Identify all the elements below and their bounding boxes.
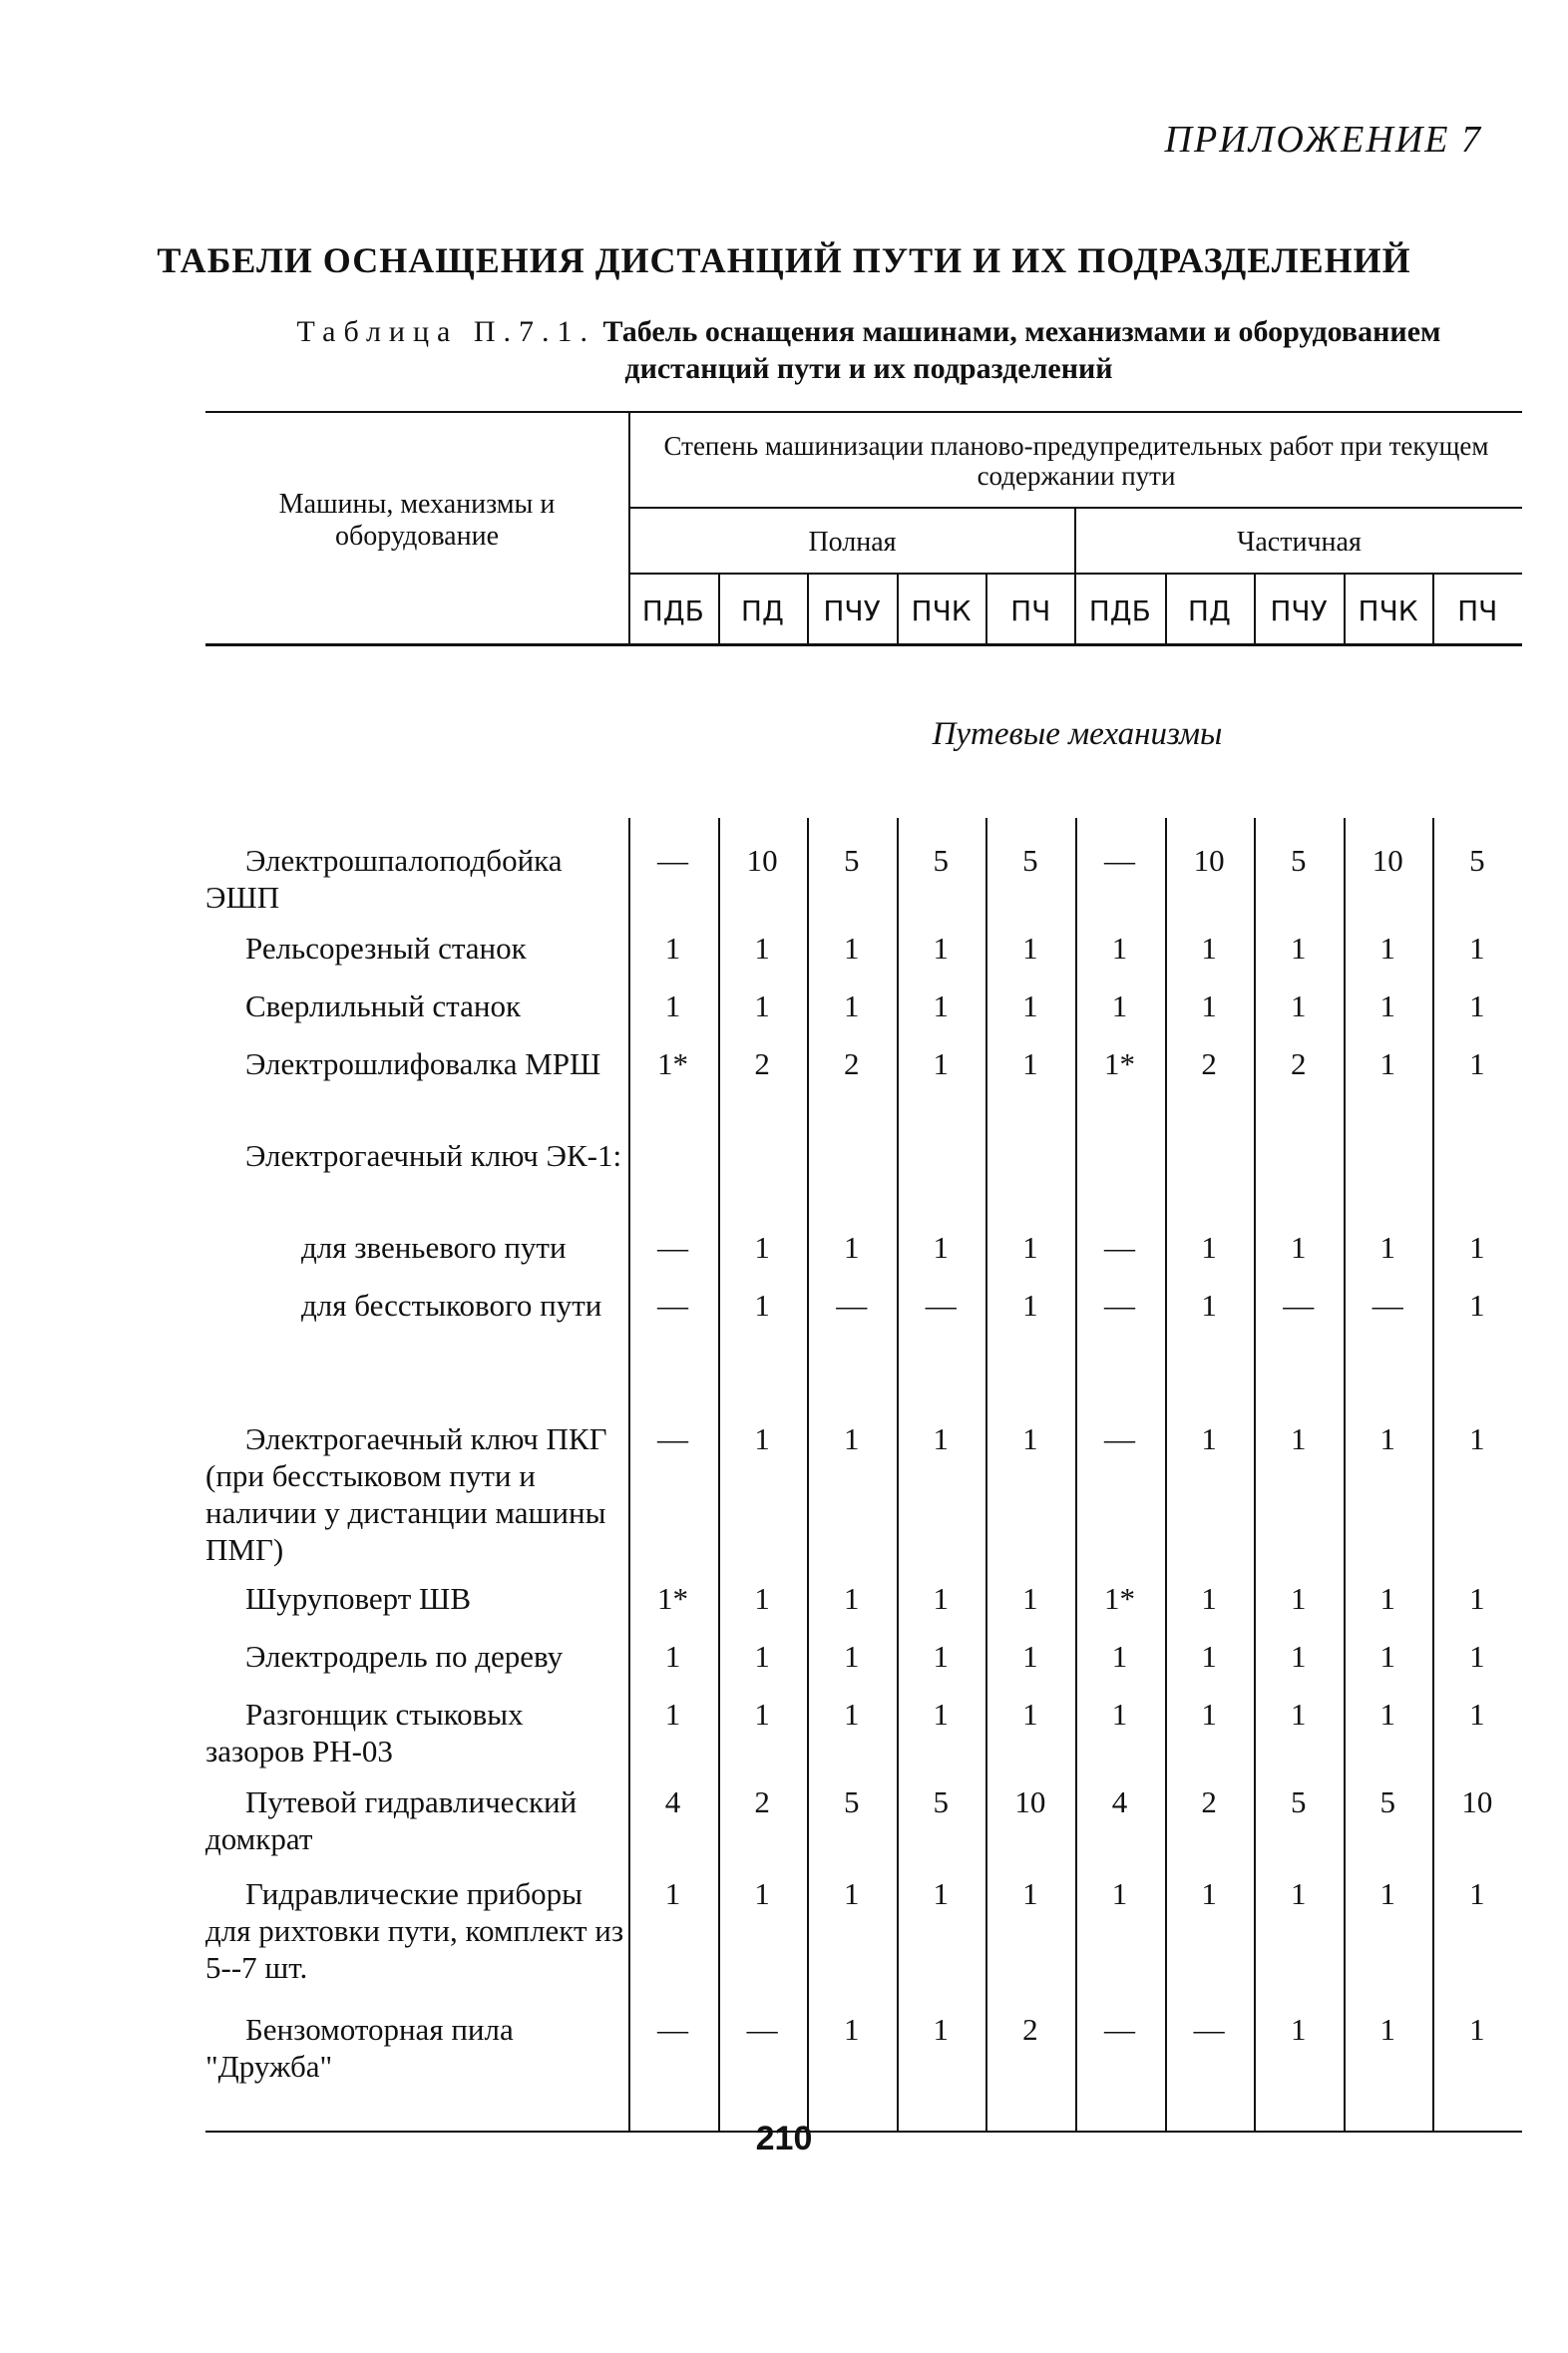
value-cell: 1 xyxy=(1469,2012,1485,2047)
group-partial: Частичная xyxy=(1237,527,1362,558)
value-cell: 1 xyxy=(1201,988,1217,1023)
degree-header: Степень машинизации планово-предупредительных работ при текущем содержании пути xyxy=(663,431,1489,491)
value-cell: 1 xyxy=(664,1697,681,1732)
row-name: Электрошлифовалка МРШ xyxy=(245,1046,601,1081)
value-cell: 1 xyxy=(1201,1876,1217,1911)
value-cell: 1 xyxy=(933,1421,950,1456)
value-cell: 1 xyxy=(1379,1046,1396,1081)
value-cell: 1 xyxy=(1469,1288,1485,1323)
subheader-cell: ПДБ xyxy=(1088,594,1151,627)
value-cell: 1 xyxy=(1469,931,1485,966)
value-cell: 1 xyxy=(1469,1639,1485,1674)
value-cell: 2 xyxy=(1201,1784,1217,1819)
value-cell: 1 xyxy=(1201,1697,1217,1732)
table-label: Таблица П.7.1. xyxy=(296,315,596,348)
value-cell: 1 xyxy=(843,988,860,1023)
value-cell: 1 xyxy=(664,988,681,1023)
value-cell: 2 xyxy=(1022,2012,1038,2047)
row-name: Гидравлические приборы для рихтовки пути, комплект из 5--7 шт. xyxy=(205,1876,624,1985)
row-name: Электрогаечный ключ ЭК-1: xyxy=(245,1138,622,1173)
value-cell: 1 xyxy=(1201,931,1217,966)
value-cell: 1 xyxy=(1201,1581,1217,1616)
value-cell: 1 xyxy=(933,2012,950,2047)
value-cell: 1 xyxy=(1469,1421,1485,1456)
value-cell: 1 xyxy=(843,1697,860,1732)
value-cell: 1 xyxy=(664,1639,681,1674)
value-cell: 1 xyxy=(843,1581,860,1616)
value-cell: 10 xyxy=(1014,1784,1046,1819)
value-cell: 1 xyxy=(664,1876,681,1911)
table-caption xyxy=(245,313,1492,387)
value-cell: 10 xyxy=(1461,1784,1493,1819)
value-cell: 1 xyxy=(843,1230,860,1265)
value-cell: 2 xyxy=(754,1784,770,1819)
table-header xyxy=(205,411,1522,646)
value-cell: 1 xyxy=(1022,1581,1038,1616)
row-name: Шуруповерт ШВ xyxy=(245,1581,472,1616)
value-cell: — xyxy=(925,1288,957,1323)
value-cell: — xyxy=(657,2012,688,2047)
value-cell: 1 xyxy=(1469,1876,1485,1911)
value-cell: 5 xyxy=(1290,1784,1307,1819)
value-cell: 1 xyxy=(754,1697,770,1732)
value-cell: 1 xyxy=(1290,931,1307,966)
subheader-cell: ПЧУ xyxy=(1270,594,1328,627)
value-cell: 1 xyxy=(1022,1046,1038,1081)
value-cell: — xyxy=(746,2012,778,2047)
value-cell: 1* xyxy=(657,1581,688,1616)
value-cell: — xyxy=(1104,1230,1135,1265)
table-title: Табель оснащения машинами, механизмами и оборудованием дистанций пути и их подразделений xyxy=(602,315,1441,385)
appendix-label: ПРИЛОЖЕНИЕ 7 xyxy=(1164,119,1482,161)
value-cell: 5 xyxy=(1290,843,1307,878)
value-cell: 1 xyxy=(843,1421,860,1456)
value-cell: 5 xyxy=(843,1784,860,1819)
value-cell: 5 xyxy=(1469,843,1485,878)
value-cell: 1 xyxy=(1469,1697,1485,1732)
value-cell: 2 xyxy=(843,1046,860,1081)
value-cell: — xyxy=(1104,843,1135,878)
value-cell: 1 xyxy=(1379,988,1396,1023)
value-cell: 1 xyxy=(1201,1421,1217,1456)
value-cell: 1 xyxy=(843,1876,860,1911)
value-cell: 1 xyxy=(754,988,770,1023)
value-cell: — xyxy=(657,843,688,878)
value-cell: 1 xyxy=(1379,1697,1396,1732)
value-cell: 1 xyxy=(933,931,950,966)
value-cell: 5 xyxy=(843,843,860,878)
value-cell: 1 xyxy=(754,1288,770,1323)
value-cell: 1 xyxy=(1379,1639,1396,1674)
value-cell: 1 xyxy=(933,1581,950,1616)
value-cell: 1 xyxy=(1290,1581,1307,1616)
value-cell: 5 xyxy=(1022,843,1038,878)
value-cell: 1 xyxy=(1022,931,1038,966)
value-cell: 1 xyxy=(1111,931,1128,966)
value-cell: 2 xyxy=(754,1046,770,1081)
value-cell: 1 xyxy=(754,1876,770,1911)
value-cell: — xyxy=(836,1288,868,1323)
value-cell: 10 xyxy=(1372,843,1403,878)
value-cell: 1 xyxy=(933,1876,950,1911)
value-cell: 1 xyxy=(1469,988,1485,1023)
row-name: для бесстыкового пути xyxy=(301,1288,602,1323)
subheader-cell: ПД xyxy=(1187,594,1231,627)
value-cell: — xyxy=(657,1230,688,1265)
value-cell: 5 xyxy=(933,843,950,878)
value-cell: — xyxy=(1104,1288,1135,1323)
value-cell: 1 xyxy=(1290,1697,1307,1732)
value-cell: 1 xyxy=(1379,2012,1396,2047)
value-cell: 1 xyxy=(1111,988,1128,1023)
value-cell: 1 xyxy=(843,2012,860,2047)
table-body xyxy=(205,818,1522,2133)
value-cell: 1 xyxy=(1022,1421,1038,1456)
value-cell: 1 xyxy=(1290,988,1307,1023)
value-cell: 1 xyxy=(1379,1581,1396,1616)
subheader-cell: ПЧК xyxy=(1358,594,1418,627)
row-name: Электродрель по дереву xyxy=(245,1639,564,1674)
value-cell: 2 xyxy=(1290,1046,1307,1081)
subheader-cell: ПЧ xyxy=(1010,594,1051,627)
value-cell: 1 xyxy=(1111,1639,1128,1674)
value-cell: 1 xyxy=(1022,988,1038,1023)
value-cell: 1 xyxy=(1379,931,1396,966)
row-name: для звеньевого пути xyxy=(301,1230,567,1265)
subheader-cell: ПЧК xyxy=(911,594,972,627)
row-name: Электрошпалоподбойка ЭШП xyxy=(205,843,563,915)
value-cell: — xyxy=(657,1421,688,1456)
value-cell: 1 xyxy=(843,1639,860,1674)
value-cell: 1 xyxy=(1022,1230,1038,1265)
value-cell: 1 xyxy=(1290,2012,1307,2047)
value-cell: 1 xyxy=(933,1697,950,1732)
value-cell: 1 xyxy=(1022,1876,1038,1911)
value-cell: 1 xyxy=(1022,1639,1038,1674)
value-cell: 1 xyxy=(1022,1697,1038,1732)
value-cell: 1 xyxy=(1379,1876,1396,1911)
main-title: ТАБЕЛИ ОСНАЩЕНИЯ ДИСТАНЦИЙ ПУТИ И ИХ ПОДРАЗДЕЛЕНИЙ xyxy=(157,240,1411,280)
value-cell: 1 xyxy=(1111,1697,1128,1732)
value-cell: 1 xyxy=(754,1230,770,1265)
value-cell: 1 xyxy=(754,1581,770,1616)
value-cell: 1* xyxy=(1104,1581,1135,1616)
value-cell: 1 xyxy=(1379,1421,1396,1456)
value-cell: 1 xyxy=(933,1046,950,1081)
value-cell: 1 xyxy=(933,1230,950,1265)
value-cell: 1* xyxy=(1104,1046,1135,1081)
value-cell: 5 xyxy=(933,1784,950,1819)
value-cell: — xyxy=(1372,1288,1403,1323)
row-name: Рельсорезный станок xyxy=(245,931,527,966)
value-cell: 4 xyxy=(664,1784,681,1819)
value-cell: 4 xyxy=(1111,1784,1128,1819)
first-column-header: Машины, механизмы и оборудование xyxy=(278,489,556,552)
value-cell: 1 xyxy=(933,988,950,1023)
value-cell: 1 xyxy=(843,931,860,966)
value-cell: 1 xyxy=(1022,1288,1038,1323)
value-cell: 5 xyxy=(1379,1784,1396,1819)
row-name: Бензомоторная пила "Дружба" xyxy=(205,2012,514,2084)
value-cell: — xyxy=(1193,2012,1225,2047)
row-name: Сверлильный станок xyxy=(245,988,522,1023)
subheader-cell: ПЧУ xyxy=(823,594,881,627)
row-name: Путевой гидравлический домкрат xyxy=(205,1784,578,1856)
subheader-cell: ПД xyxy=(740,594,784,627)
value-cell: 1 xyxy=(1111,1876,1128,1911)
value-cell: — xyxy=(1104,1421,1135,1456)
section-heading: Путевые механизмы xyxy=(932,716,1223,752)
value-cell: 1 xyxy=(1379,1230,1396,1265)
value-cell: 10 xyxy=(746,843,778,878)
value-cell: 1 xyxy=(1290,1421,1307,1456)
value-cell: 1 xyxy=(1290,1876,1307,1911)
value-cell: 1 xyxy=(933,1639,950,1674)
value-cell: — xyxy=(1283,1288,1315,1323)
value-cell: 1 xyxy=(1290,1639,1307,1674)
page-number: 210 xyxy=(755,2120,813,2157)
row-name: Разгонщик стыковых зазоров РН-03 xyxy=(205,1697,524,1768)
value-cell: 1 xyxy=(1201,1230,1217,1265)
value-cell: 1 xyxy=(1469,1230,1485,1265)
subheader-cell: ПЧ xyxy=(1457,594,1498,627)
value-cell: 1 xyxy=(1469,1046,1485,1081)
value-cell: 1 xyxy=(754,1639,770,1674)
value-cell: — xyxy=(657,1288,688,1323)
value-cell: — xyxy=(1104,2012,1135,2047)
value-cell: 1 xyxy=(1201,1639,1217,1674)
subheader-cell: ПДБ xyxy=(641,594,704,627)
value-cell: 2 xyxy=(1201,1046,1217,1081)
row-name: Электрогаечный ключ ПКГ (при бесстыковом пути и наличии у дистанции машины ПМГ) xyxy=(205,1421,607,1567)
group-full: Полная xyxy=(808,527,897,558)
value-cell: 1 xyxy=(754,931,770,966)
value-cell: 1 xyxy=(754,1421,770,1456)
value-cell: 1 xyxy=(1469,1581,1485,1616)
value-cell: 10 xyxy=(1193,843,1225,878)
value-cell: 1* xyxy=(657,1046,688,1081)
value-cell: 1 xyxy=(1290,1230,1307,1265)
value-cell: 1 xyxy=(664,931,681,966)
value-cell: 1 xyxy=(1201,1288,1217,1323)
